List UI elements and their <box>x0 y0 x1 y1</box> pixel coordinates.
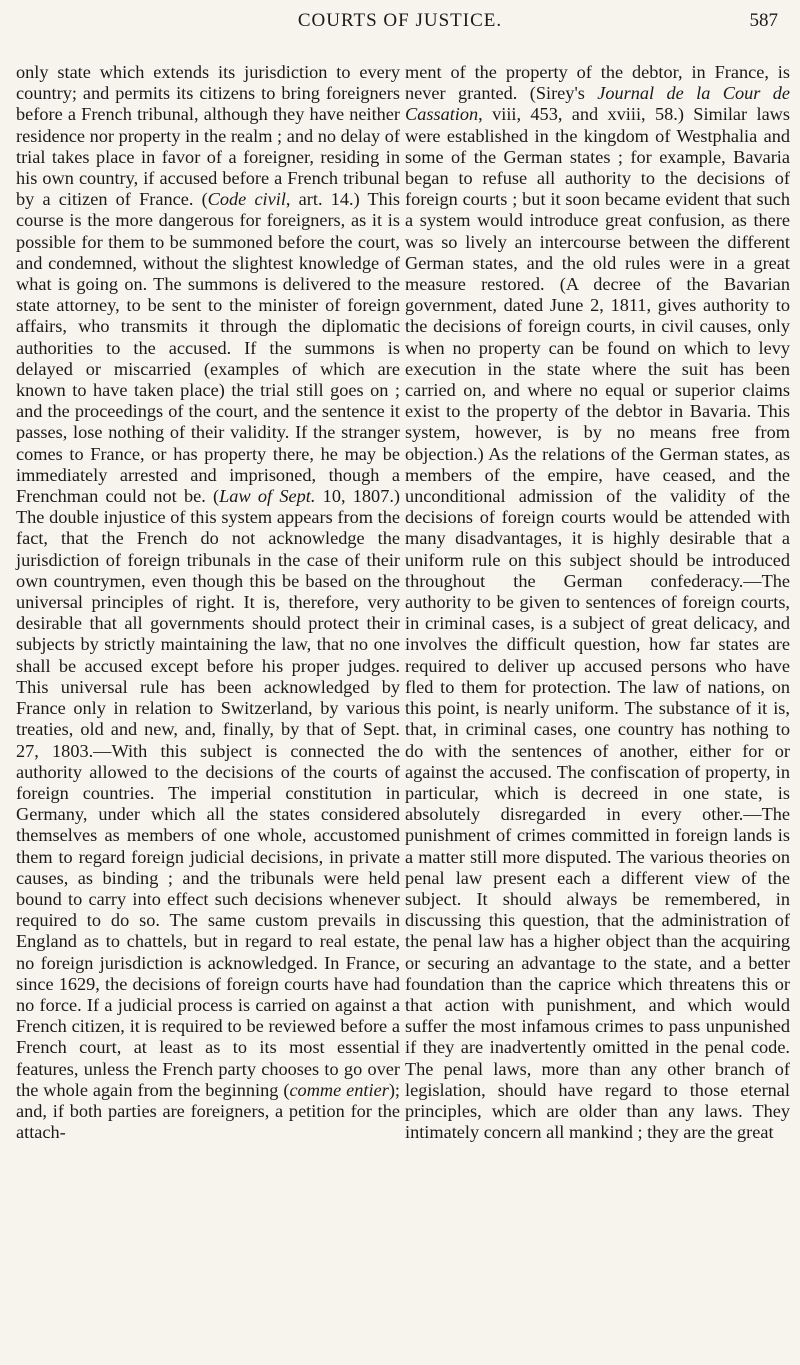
text-run: , viii, 453, and xviii, 58.) Similar laws were established in the kingdom of Westphalia and some of the German states ; for example, Bavaria began to refuse all authority to the decisions of foreign courts ; but it soon became evident that such a system would introduce great confusion, as there was so lively an intercourse between the different German states, and the old rules were in a great measure restored. (A decree of the Bavarian government, dated June 2, 1811, gives authority to the decisions of foreign courts, in civil causes, only when no property can be found on which to levy execution in the state where the suit has been carried on, and where no equal or superior claims exist to the property of the debtor in Bavaria. This system, however, is by no means free from objection.) As the relations of the German states, as members of the empire, have ceased, and the unconditional admission of the validity of the decisions of foreign courts would be attended with many disadvantages, it is highly desirable that a uniform rule on this subject should be introduced throughout the German confederacy.—The authority to be given to sentences of foreign courts, in criminal cases, is a subject of great delicacy, and involves the difficult question, how far states are required to deliver up accused persons who have fled to them for protection. The law of nations, on this point, is nearly uniform. The substance of it is, that, in criminal cases, one country has nothing to do with the sentences of another, either for or against the accused. The confiscation of property, in particular, which is decreed in one state, is absolutely disregarded in every other.—The punishment of crimes committed in foreign lands is a matter still more disputed. The various theories on penal law present each a different view of the subject. It should always be remembered, in discussing this question, that the administration of the penal law has a higher object than the acquiring or securing an advantage to the state, and a better foundation than the caprice which threatens this or that action with punishment, and which would suffer the most infamous crimes to pass unpunished if they are inadvertently omitted in the penal code. The penal laws, more than any other branch of legislation, should have regard to those eternal principles, which are older than any laws. They intimately concern all mankind ; they are the great <box>405 104 790 1143</box>
page-number: 587 <box>749 10 778 31</box>
text-run: ment of the property of the debtor, in France, is never granted. (Sirey's <box>405 62 790 104</box>
text-run: ); and, if both parties are foreigners, a petition for the attach- <box>16 1079 400 1143</box>
right-column <box>405 62 790 1143</box>
text-run: , art. 14.) This course is the more dangerous for foreigners, as it is possible for them to be summoned before the court, and condemned, without the slightest knowledge of what is going on. The summons is delivered to the state attorney, to be sent to the minister of foreign affairs, who transmits it through the diplomatic authorities to the accused. If the summons is delayed or miscarried (examples of which are known to have taken place) the trial still goes on ; and the proceedings of the court, and the sentence it passes, lose nothing of their validity. If the stranger comes to France, or has property there, he may be immediately arrested and imprisoned, though a Frenchman could not be. ( <box>16 189 401 507</box>
left-column-text <box>16 62 400 1143</box>
right-column-text <box>405 62 790 1143</box>
left-column <box>16 62 400 1143</box>
citation-italic: Journal de la Cour de Cassation <box>405 83 790 125</box>
running-title: COURTS OF JUSTICE. <box>297 10 503 31</box>
page-header <box>0 10 800 50</box>
text-run: only state which extends its jurisdiction to every country; and permits its citizens to bring foreigners before a French tribunal, although they have neither residence nor property in the realm ; and no delay of trial takes place in favor of a foreigner, residing in his own country, if accused before a French tribunal by a citizen of France. ( <box>16 62 400 210</box>
citation-italic: comme entier <box>289 1079 389 1100</box>
citation-italic: Law of Sept. <box>219 486 316 507</box>
citation-italic: Code civil <box>207 189 286 210</box>
text-run: 10, 1807.) The double injustice of this system appears from the fact, that the French do not acknowledge the jurisdiction of foreign tribunals in the case of their own countrymen, even though this be based on the universal principles of right. It is, therefore, very desirable that all governments should protect their subjects by strictly maintaining the law, that no one shall be accused except before his proper judges. This universal rule has been acknowledged by France only in relation to Switzerland, by various treaties, old and new, and, finally, by that of Sept. 27, 1803.—With this subject is connected the authority allowed to the decisions of the courts of foreign countries. The imperial constitution in Germany, under which all the states considered themselves as members of one whole, accustomed them to regard foreign judicial decisions, in private causes, as binding ; and the tribunals were held bound to carry into effect such decisions whenever required to do so. The same custom prevails in England as to chattels, but in regard to real estate, no foreign jurisdiction is acknowledged. In France, since 1629, the decisions of foreign courts have had no force. If a judicial process is carried on against a French citizen, it is required to be reviewed before a French court, at least as to its most essential features, unless the French party chooses to go over the whole again from the beginning ( <box>16 486 400 1100</box>
